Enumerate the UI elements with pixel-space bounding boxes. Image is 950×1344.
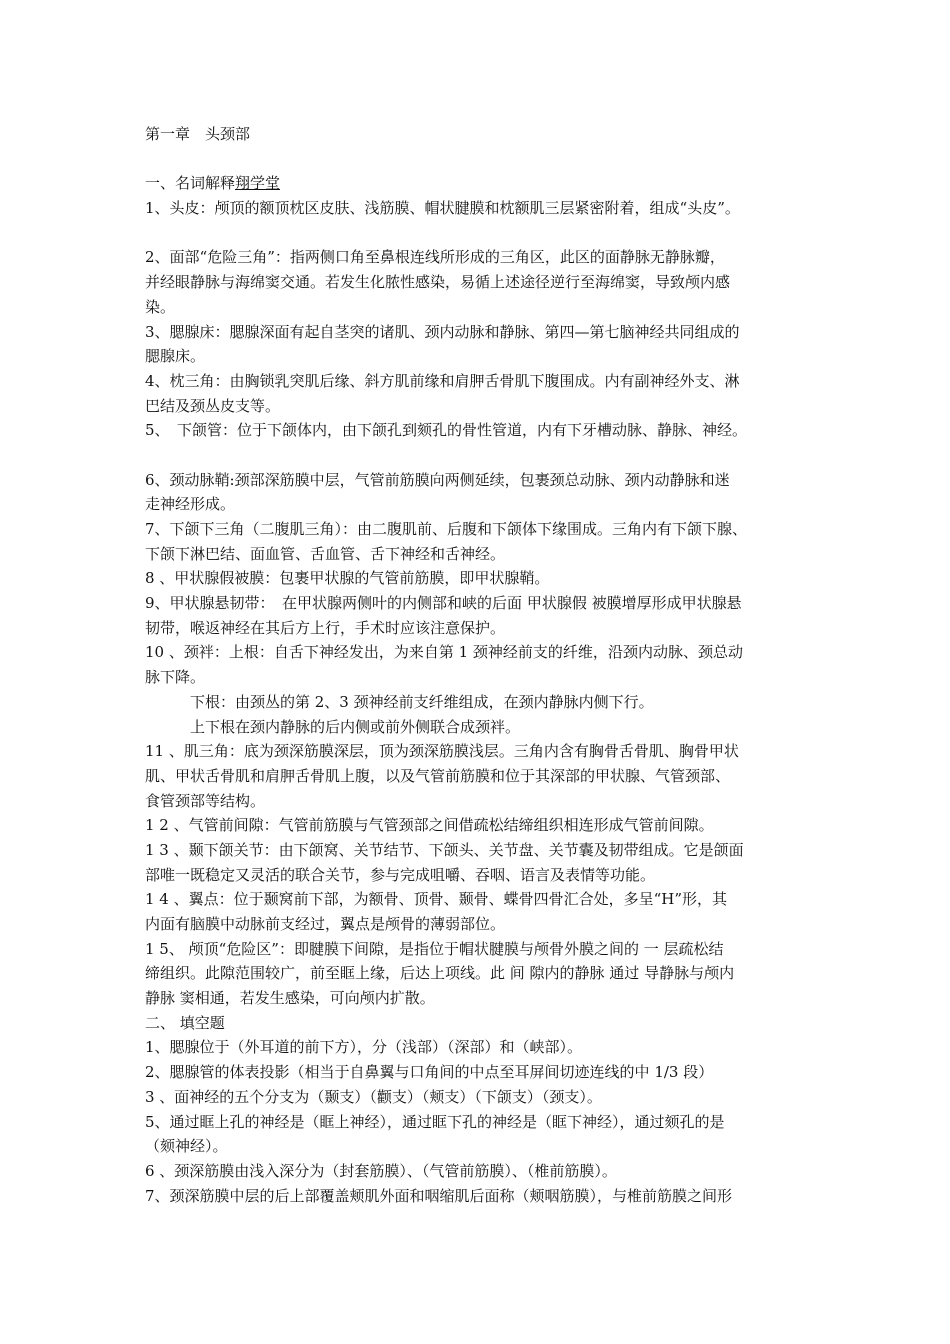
section1-title-underlined: 翔学堂 <box>235 174 281 193</box>
text-line: 1 4 、翼点：位于颞窝前下部，为额骨、顶骨、颞骨、蝶骨四骨汇合处，多呈“H”形，其 <box>145 890 728 909</box>
text-line: 9、甲状腺悬韧带： 在甲状腺两侧叶的内侧部和峡的后面 甲状腺假 被膜增厚形成甲状腺悬 <box>145 594 742 613</box>
text-line: 下颌下淋巴结、面血管、舌血管、舌下神经和舌神经。 <box>145 544 506 563</box>
section2-body <box>145 1035 825 1208</box>
text-line: 染。 <box>145 297 176 316</box>
text-line: 1 3 、颞下颌关节：由下颌窝、关节结节、下颌头、关节盘、关节囊及韧带组成。它是颌面 <box>145 840 744 859</box>
text-line: 7、下颌下三角（二腹肌三角）：由二腹肌前、后腹和下颌体下缘围成。三角内有下颌下腺、 <box>145 520 748 538</box>
text-line: 4、枕三角：由胸锁乳突肌后缘、斜方肌前缘和肩胛舌骨肌下腹围成。内有副神经外支、淋 <box>145 371 740 390</box>
text-line: 7、颈深筋膜中层的后上部覆盖颊肌外面和咽缩肌后面称（颊咽筋膜），与椎前筋膜之间形 <box>145 1186 733 1205</box>
text-line: 部唯一既稳定又灵活的联合关节，参与完成咀嚼、吞咽、语言及表情等功能。 <box>145 865 656 884</box>
text-line: 韧带，喉返神经在其后方上行，手术时应该注意保护。 <box>145 618 506 637</box>
text-line: 缔组织。此隙范围较广，前至眶上缘，后达上项线。此 间 隙内的静脉 通过 导静脉与颅内 <box>145 964 735 983</box>
text-line: 1、腮腺位于（外耳道的前下方），分（浅部）（深部）和（峡部）。 <box>145 1038 583 1057</box>
section1-title <box>145 171 825 196</box>
text-line <box>145 221 825 246</box>
chapter-title: 第一章 头颈部 <box>145 125 251 143</box>
section1-title-text: 一、名词解释 <box>145 174 236 193</box>
text-line: 6 、颈深筋膜由浅入深分为（封套筋膜）、（气管前筋膜）、（椎前筋膜）。 <box>145 1161 617 1180</box>
text-line: 肌、甲状舌骨肌和肩胛舌骨肌上腹，以及气管前筋膜和位于其深部的甲状腺、气管颈部、 <box>145 766 731 785</box>
section1-body <box>145 196 825 1011</box>
text-line: 5、 下颌管：位于下颌体内，由下颌孔到颏孔的骨性管道，内有下牙槽动脉、静脉、神经。 <box>145 421 748 440</box>
text-line: 2、面部“危险三角”：指两侧口角至鼻根连线所形成的三角区，此区的面静脉无静脉瓣， <box>145 248 725 267</box>
text-line: 3、腮腺床：腮腺深面有起自茎突的诸肌、颈内动脉和静脉、第四—第七脑神经共同组成的 <box>145 322 740 341</box>
text-line: 内面有脑膜中动脉前支经过，翼点是颅骨的薄弱部位。 <box>145 915 506 933</box>
text-line: 1 2 、气管前间隙：气管前筋膜与气管颈部之间借疏松结缔组织相连形成气管前间隙。 <box>145 816 714 835</box>
text-line: 食管颈部等结构。 <box>145 791 266 810</box>
text-line: 11 、肌三角：底为颈深筋膜深层，顶为颈深筋膜浅层。三角内含有胸骨舌骨肌、胸骨甲状 <box>145 742 739 761</box>
text-line: 1、头皮：颅顶的额顶枕区皮肤、浅筋膜、帽状腱膜和枕额肌三层紧密附着，组成“头皮”。 <box>145 199 740 218</box>
text-line: 走神经形成。 <box>145 495 236 514</box>
text-line <box>145 443 825 468</box>
text-line: 静脉 窦相通，若发生感染，可向颅内扩散。 <box>145 989 435 1008</box>
section2-title: 二、 填空题 <box>145 1013 225 1032</box>
text-line: 6、颈动脉鞘:颈部深筋膜中层，气管前筋膜向两侧延续，包裹颈总动脉、颈内动静脉和迷 <box>145 470 730 489</box>
text-line: 10 、颈袢：上根：自舌下神经发出，为来自第 1 颈神经前支的纤维，沿颈内动脉、颈总动 <box>145 643 743 662</box>
text-line: 脉下降。 <box>145 668 206 687</box>
text-line: （颏神经）。 <box>145 1137 228 1156</box>
text-line: 1 5、 颅顶“危险区”：即腱膜下间隙，是指位于帽状腱膜与颅骨外膜之间的 一 层疏松结 <box>145 939 724 958</box>
indented-text-line: 下根：由颈丛的第 2、3 颈神经前支纤维组成，在颈内静脉内侧下行。 <box>190 692 654 711</box>
document-page <box>145 122 825 1208</box>
text-line: 腮腺床。 <box>145 347 206 366</box>
text-line: 2、腮腺管的体表投影（相当于自鼻翼与口角间的中点至耳屏间切迹连线的中 1/3 段） <box>145 1063 714 1082</box>
text-line: 并经眼静脉与海绵窦交通。若发生化脓性感染，易循上述途径逆行至海绵窦，导致颅内感 <box>145 273 731 292</box>
text-line: 8 、甲状腺假被膜：包裹甲状腺的气管前筋膜，即甲状腺鞘。 <box>145 569 550 588</box>
text-line: 巴结及颈丛皮支等。 <box>145 396 281 415</box>
text-line: 3 、面神经的五个分支为（颞支）（颧支）（颊支）（下颌支）（颈支）。 <box>145 1087 602 1106</box>
text-line: 5、通过眶上孔的神经是（眶上神经），通过眶下孔的神经是（眶下神经），通过颏孔的是 <box>145 1112 725 1131</box>
blank-line <box>145 147 825 172</box>
indented-text-line: 上下根在颈内静脉的后内侧或前外侧联合成颈袢。 <box>190 717 521 736</box>
